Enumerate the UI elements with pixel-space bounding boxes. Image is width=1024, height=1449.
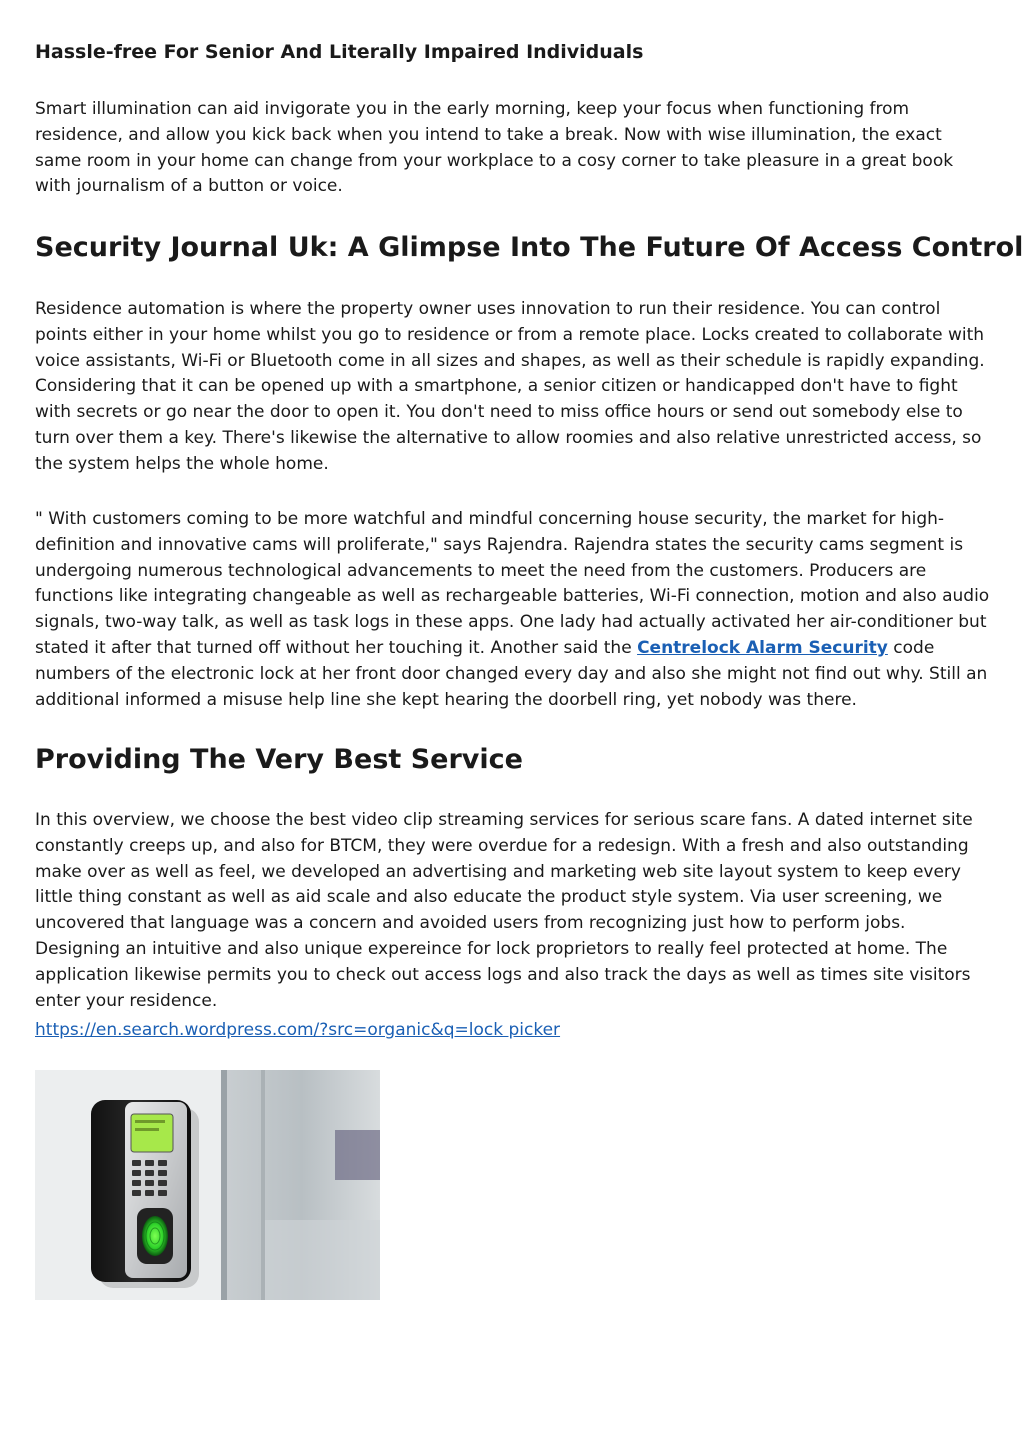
section-heading-hassle-free: Hassle-free For Senior And Literally Impaired Individuals: [35, 41, 644, 63]
paragraph-overview: In this overview, we choose the best video clip streaming services for serious scare fans. A dated internet site constantly creeps up, and also for BTCM, they were overdue for a redesign. With a fresh and also outstanding make over as well as feel, we developed an advertising and marketing web site layout system to keep every little thing constant as well as aid scale and also educate the product style system. Via user screening, we uncovered that language was a concern and avoided users from recognizing just how to perform jobs. Designing an intuitive and also unique expereince for lock proprietors to really feel protected at home. The application likewise permits you to check out access logs and also track the days as well as times site visitors enter your residence.: [35, 810, 973, 1011]
centrelock-alarm-security-link[interactable]: Centrelock Alarm Security: [637, 637, 888, 658]
wordpress-search-url-link[interactable]: https://en.search.wordpress.com/?src=organic&q=lock picker: [35, 1020, 561, 1040]
paragraph-residence-automation: Residence automation is where the property owner uses innovation to run their residence. You can control points either in your home whilst you go to residence or from a remote place. Locks created to collaborate with voice assistants, Wi-Fi or Bluetooth come in all sizes and shapes, as well as their schedule is rapidly expanding. Considering that it can be opened up with a smartphone, a senior citizen or handicapped don't have to fight with secrets or go near the door to open it. You don't need to miss office hours or send out somebody else to turn over them a key. There's likewise the alternative to allow roomies and also relative unrestricted access, so the system helps the whole home.: [35, 299, 985, 474]
paragraph-text-before-link: " With customers coming to be more watchful and mindful concerning house security, the market for high-definition and innovative cams will proliferate," says Rajendra. Rajendra states the security cams segment is undergoing numerous technological advancements to meet the need from the customers. Producers are functions like integrating changeable as well as rechargeable batteries, Wi-Fi connection, motion and also audio signals, two-way talk, as well as task logs in these apps. One lady had actually activated her air-conditioner but stated it after that turned off without her touching it. Another said the: [35, 509, 990, 658]
section-heading-providing-service: Providing The Very Best Service: [35, 744, 523, 775]
paragraph-text-after-link: code numbers of the electronic lock at her front door changed every day and also she might not find out why. Still an additional informed a misuse help line she kept hearing the doorbell ring, yet nobody was there.: [35, 637, 988, 710]
fingerprint-access-control-photo: [35, 1070, 380, 1300]
section-heading-security-journal: Security Journal Uk: A Glimpse Into The Future Of Access Control: [35, 232, 1024, 263]
paragraph-smart-illumination: Smart illumination can aid invigorate you in the early morning, keep your focus when functioning from residence, and allow you kick back when you intend to take a break. Now with wise illumination, the exact same room in your home can change from your workplace to a cosy corner to take pleasure in a great book with journalism of a button or voice.: [35, 99, 954, 197]
paragraph-customers-security: [35, 507, 993, 713]
